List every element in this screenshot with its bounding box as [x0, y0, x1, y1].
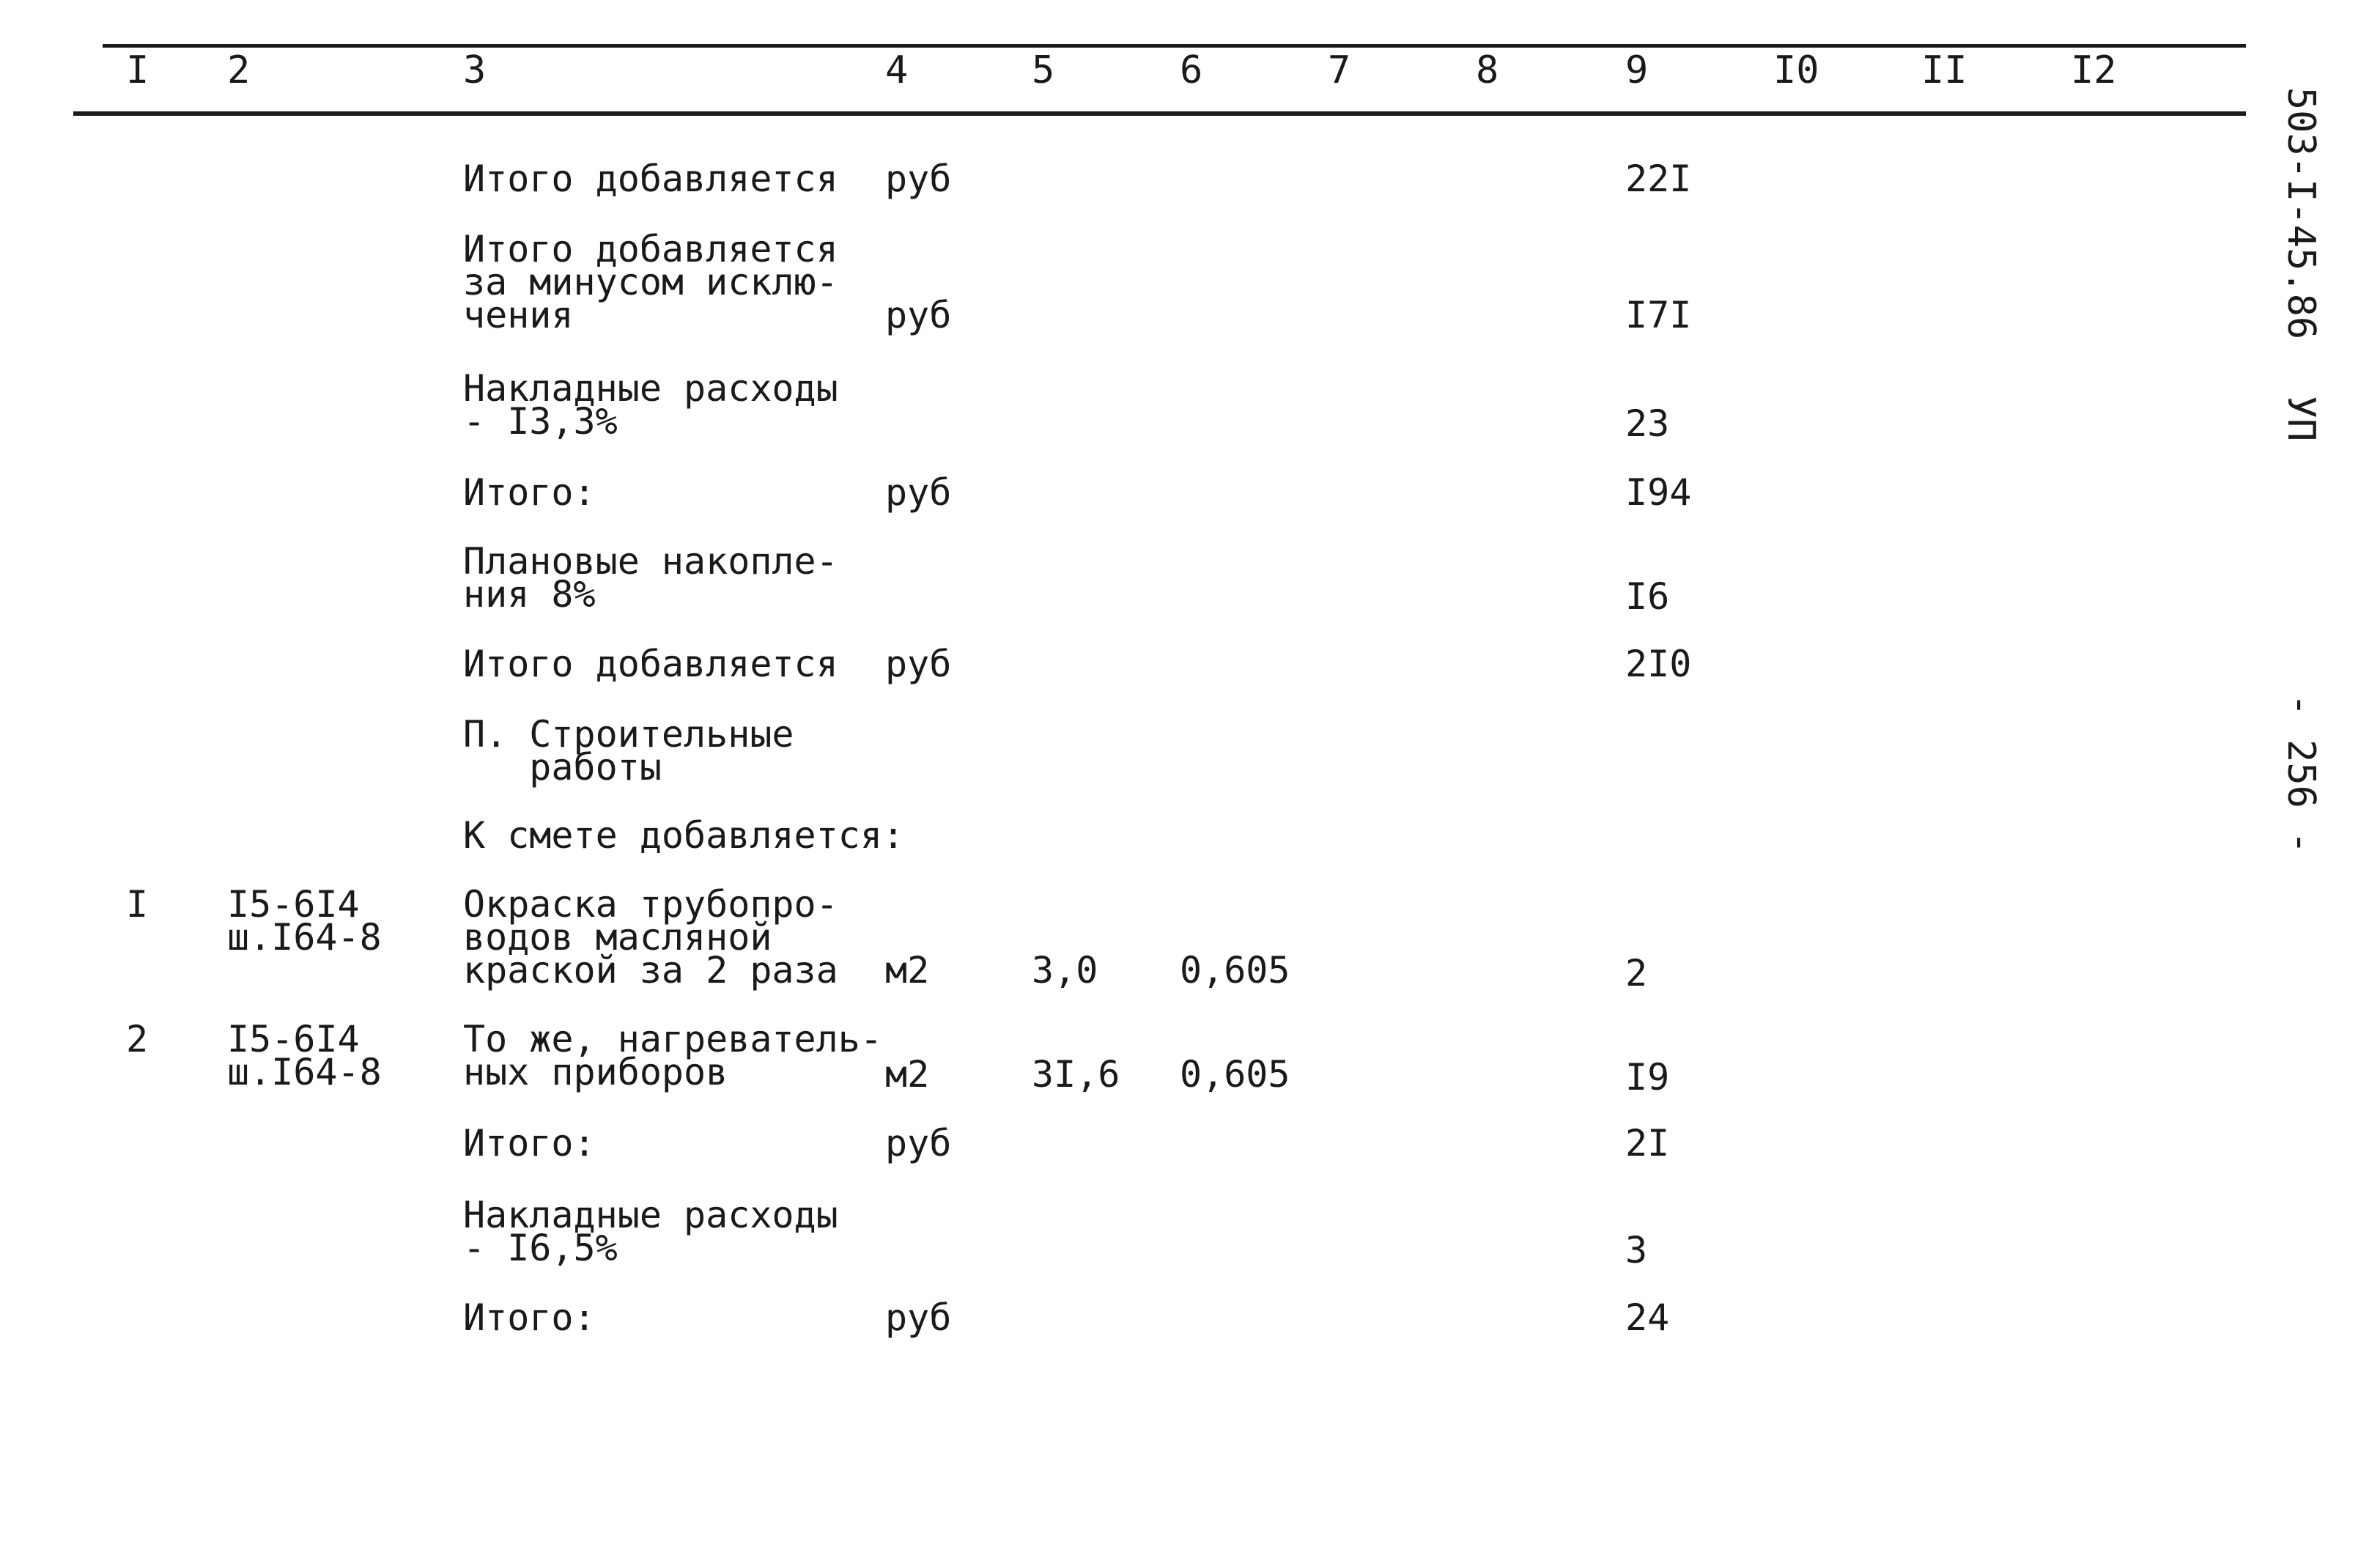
document-code: 503-I-45.86 — [2279, 86, 2323, 340]
col-header-3: 3 — [463, 48, 487, 92]
col6-price: 0,605 — [1180, 1053, 1290, 1096]
col9-amount: 2I0 — [1625, 643, 1692, 685]
col-header-5: 5 — [1032, 48, 1055, 92]
col3-text: Итого добавляется за минусом исклю- чения — [463, 228, 838, 336]
header-top-rule — [103, 44, 2246, 48]
col2-code: I5-6I4 ш.I64-8 — [227, 1018, 382, 1093]
col6-price: 0,605 — [1180, 949, 1290, 992]
col9-amount: 2 — [1625, 952, 1648, 994]
col4-unit: руб — [885, 1296, 952, 1339]
col3-text: Итого добавляется — [463, 643, 838, 685]
col3-text: Итого: — [463, 1122, 596, 1164]
col9-amount: I6 — [1625, 575, 1670, 618]
header-bottom-rule — [73, 111, 2246, 116]
album-label: УП — [2279, 395, 2323, 442]
col3-text: Накладные расходы - I6,5% — [463, 1194, 838, 1269]
col4-unit: руб — [885, 158, 952, 200]
col4-unit: м2 — [885, 949, 930, 992]
col9-amount: 22I — [1625, 158, 1692, 200]
col5-qty: 3,0 — [1032, 949, 1098, 992]
col4-unit: руб — [885, 471, 952, 514]
col-header-6: 6 — [1180, 48, 1203, 92]
col9-amount: I7I — [1625, 294, 1692, 336]
col5-qty: 3I,6 — [1032, 1053, 1120, 1096]
col9-amount: 3 — [1625, 1229, 1648, 1271]
col-header-7: 7 — [1328, 48, 1351, 92]
col-header-12: I2 — [2071, 48, 2117, 92]
col-header-9: 9 — [1625, 48, 1649, 92]
col1-number: I — [126, 883, 149, 926]
col9-amount: 2I — [1625, 1122, 1670, 1164]
col-header-11: II — [1921, 48, 1967, 92]
col2-code: I5-6I4 ш.I64-8 — [227, 883, 382, 959]
col1-number: 2 — [126, 1018, 149, 1060]
col9-amount: 24 — [1625, 1296, 1670, 1339]
col3-text: Итого: — [463, 471, 596, 514]
col9-amount: I94 — [1625, 471, 1692, 514]
col-header-4: 4 — [885, 48, 909, 92]
col3-text: Итого добавляется — [463, 158, 838, 200]
page-number: - 256 - — [2279, 693, 2323, 854]
col9-amount: 23 — [1625, 402, 1670, 445]
col3-text: Плановые накопле- ния 8% — [463, 540, 838, 616]
col-header-2: 2 — [227, 48, 251, 92]
col3-text: Итого: — [463, 1296, 596, 1339]
col-header-10: I0 — [1773, 48, 1819, 92]
col4-unit: м2 — [885, 1053, 930, 1096]
col3-text: К смете добавляется: — [463, 814, 905, 857]
col4-unit: руб — [885, 643, 952, 685]
col9-amount: I9 — [1625, 1056, 1670, 1099]
col3-text: То же, нагреватель- ных приборов — [463, 1018, 882, 1093]
col3-text: Накладные расходы - I3,3% — [463, 367, 838, 443]
col-header-8: 8 — [1476, 48, 1499, 92]
col4-unit: руб — [885, 294, 952, 336]
col4-unit: руб — [885, 1122, 952, 1164]
col-header-1: I — [126, 48, 149, 92]
col3-text: Окраска трубопро- водов масляной краской за 2 раза — [463, 883, 838, 992]
section-heading: П. Строительные работы — [463, 713, 794, 789]
